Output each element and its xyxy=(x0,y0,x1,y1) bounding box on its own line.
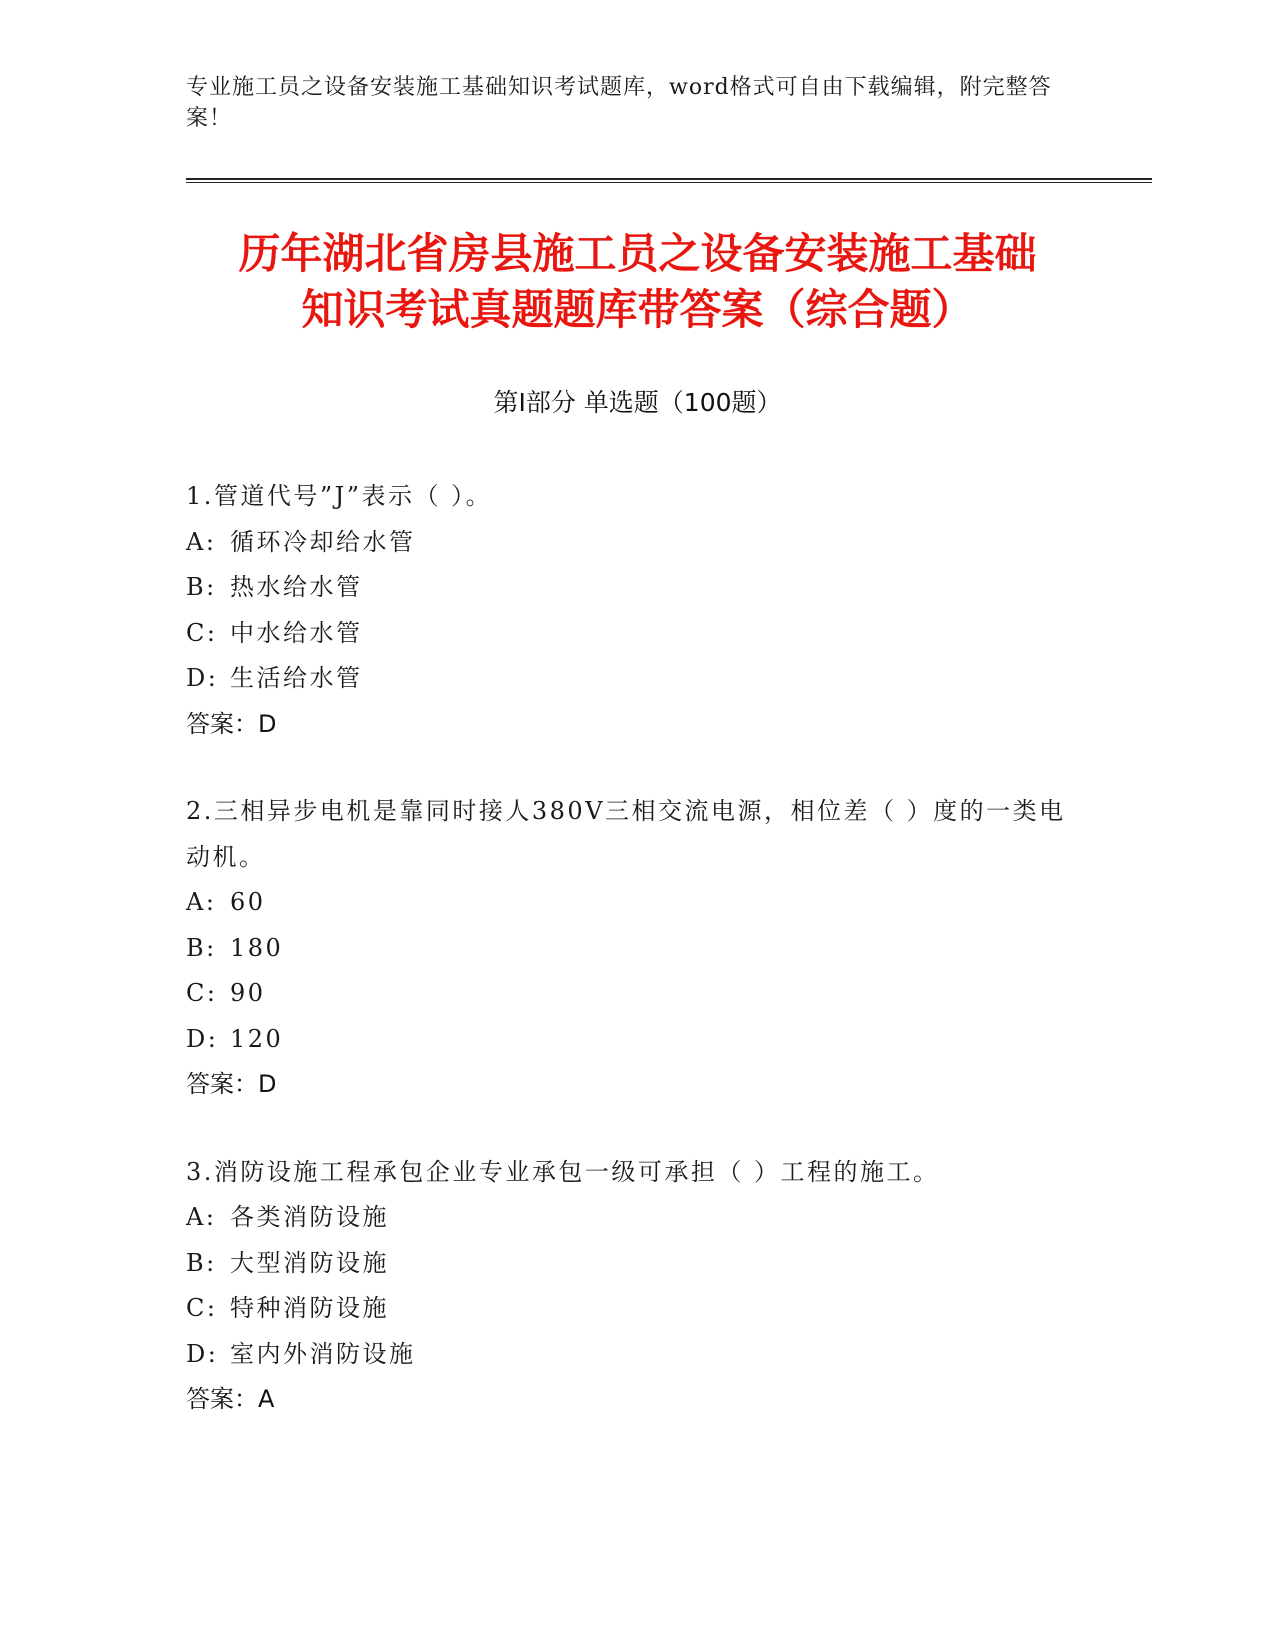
option-a xyxy=(186,880,1066,926)
option-letter: B: xyxy=(186,933,217,962)
option-letter: D: xyxy=(186,1339,219,1368)
option-d xyxy=(186,1017,1066,1063)
header-note: 专业施工员之设备安装施工基础知识考试题库，word格式可自由下载编辑，附完整答案！ xyxy=(186,75,1052,131)
option-letter: C: xyxy=(186,979,218,1007)
option-text: 室内外消防设施 xyxy=(230,1339,416,1368)
option-text: 60 xyxy=(230,888,266,916)
question-stem: 1.管道代号”J”表示（ ）。 xyxy=(186,482,493,510)
option-text: 120 xyxy=(230,1024,284,1053)
option-text: 中水给水管 xyxy=(230,618,363,647)
option-text: 90 xyxy=(230,979,266,1007)
question-stem: 2.三相异步电机是靠同时接人380V三相交流电源，相位差（ ）度的一类电动机。 xyxy=(186,797,1066,871)
option-letter: A: xyxy=(186,1203,217,1231)
option-text: 特种消防设施 xyxy=(230,1294,389,1322)
option-text: 热水给水管 xyxy=(230,573,363,601)
option-a xyxy=(186,1195,1066,1241)
option-c xyxy=(186,971,1066,1017)
section-heading: 第Ⅰ部分 单选题（100题） xyxy=(493,388,782,417)
option-text: 180 xyxy=(230,933,284,962)
answer-line: 答案：A xyxy=(186,1385,275,1413)
question-2 xyxy=(186,789,1066,1108)
answer-line: 答案：D xyxy=(186,709,277,738)
option-c xyxy=(186,611,1066,657)
option-b xyxy=(186,1241,1066,1287)
option-letter: B: xyxy=(186,573,217,601)
option-c xyxy=(186,1286,1066,1332)
document-title-line-2: 知识考试真题题库带答案（综合题） xyxy=(301,285,974,334)
answer-line: 答案：D xyxy=(186,1070,277,1098)
question-3 xyxy=(186,1150,1066,1423)
option-text: 各类消防设施 xyxy=(230,1203,389,1231)
option-b xyxy=(186,926,1066,972)
option-text: 生活给水管 xyxy=(230,664,363,692)
question-list xyxy=(186,474,1066,1465)
question-1 xyxy=(186,474,1066,747)
option-letter: B: xyxy=(186,1248,217,1277)
header-divider xyxy=(186,178,1152,183)
option-letter: C: xyxy=(186,1294,218,1322)
option-d xyxy=(186,656,1066,702)
option-text: 循环冷却给水管 xyxy=(230,527,416,556)
question-stem: 3.消防设施工程承包企业专业承包一级可承担（ ）工程的施工。 xyxy=(186,1157,940,1186)
option-letter: D: xyxy=(186,664,219,692)
option-a xyxy=(186,520,1066,566)
option-letter: C: xyxy=(186,618,218,647)
option-letter: D: xyxy=(186,1024,219,1053)
document-title-line-1: 历年湖北省房县施工员之设备安装施工基础 xyxy=(238,229,1037,278)
document-title xyxy=(150,226,1125,338)
option-d xyxy=(186,1332,1066,1378)
option-letter: A: xyxy=(186,527,217,556)
option-b xyxy=(186,565,1066,611)
option-text: 大型消防设施 xyxy=(230,1248,389,1277)
option-letter: A: xyxy=(186,888,217,916)
